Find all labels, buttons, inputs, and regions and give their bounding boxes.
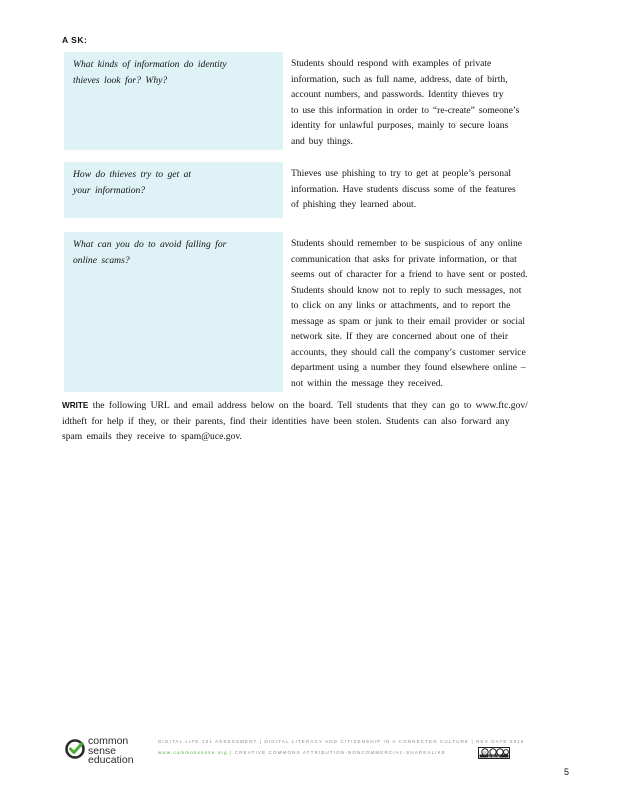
logo-line: sense [88,744,117,757]
answer-line: department using a number they found elsewhere online – [291,362,526,373]
answer-line: Students should know not to reply to such messages, not [291,284,522,296]
question-line: thieves look for? Why? [73,74,168,86]
logo-line: common [88,735,129,747]
qa-row-3 [64,232,570,392]
write-label: WRITE [62,401,89,410]
answer-line: communication that asks for private information, or that [291,253,517,265]
cc-badge-label: BY NC SA [487,755,501,759]
svg-text:cc: cc [483,750,487,755]
answer-text [291,166,549,213]
question-line: How do thieves try to get at [73,169,192,180]
question-line: What can you do to avoid falling for [73,239,227,250]
ask-heading: A SK: [62,35,88,45]
creative-commons-badge-icon [478,747,510,759]
logo-line: education [88,754,134,766]
answer-line: not within the message they received. [291,377,443,389]
answer-line: Thieves use phishing to try to get at people’s personal [291,168,511,179]
answer-line: Students should remember to be suspicious of any online [291,238,523,249]
question-line: online scams? [73,254,130,266]
answer-line: accounts, they should call the company’s customer service [291,346,526,358]
answer-text [291,236,549,391]
question-line: your information? [73,184,146,196]
footer-url-link[interactable]: www.commonsense.org [158,750,228,755]
answer-line: identity for unlawful purposes, mainly to secure loans [291,120,509,131]
question-line: What kinds of information do identity [73,59,227,70]
answer-text [291,56,549,149]
footer-course-info: DIGITAL LIFE 101 ASSESSMENT | DIGITAL LITERACY AND CITIZENSHIP IN A CONNECTED CULTURE | REV DATE 2015 [158,739,525,744]
question-box [64,162,283,218]
qa-row-2 [64,162,570,218]
answer-line: of phishing they learned about. [291,199,417,210]
write-paragraph [62,398,562,445]
answer-line: message as spam or junk to their email provider or social [291,315,525,327]
answer-line: Students should respond with examples of private [291,58,492,69]
write-line-text: the following URL and email address below on the board. Tell students that they can go to www.ftc.gov/ [88,400,528,411]
write-line: spam emails they receive to spam@uce.gov. [62,431,242,442]
write-line: idtheft for help if they, or their parents, find their identities have been stolen. Students can also forward any [62,415,510,427]
logo-check-icon [64,738,86,760]
answer-line: to use this information in order to “re-create” someone’s [291,104,520,116]
answer-line: and buy things. [291,135,353,147]
footer-license-line [158,750,446,755]
answer-line: information, such as full name, address, date of birth, [291,73,508,85]
answer-line: account numbers, and passwords. Identity thieves try [291,89,504,100]
qa-row-1 [64,52,570,150]
write-line [62,398,562,414]
common-sense-education-logo [64,735,154,770]
footer-license-text: | CREATIVE COMMONS ATTRIBUTION-NONCOMMERCIAL-SHAREALIKE [227,750,446,755]
question-box [64,232,283,392]
logo-wordmark [88,737,134,766]
answer-line: to click on any links or attachments, and to report the [291,300,511,311]
page-number: 5 [564,767,570,777]
answer-line: seems out of character for a friend to have sent or posted. [291,269,528,280]
answer-line: network site. If they are concerned about one of their [291,331,509,342]
answer-line: information. Have students discuss some of the features [291,183,516,195]
question-box [64,52,283,150]
